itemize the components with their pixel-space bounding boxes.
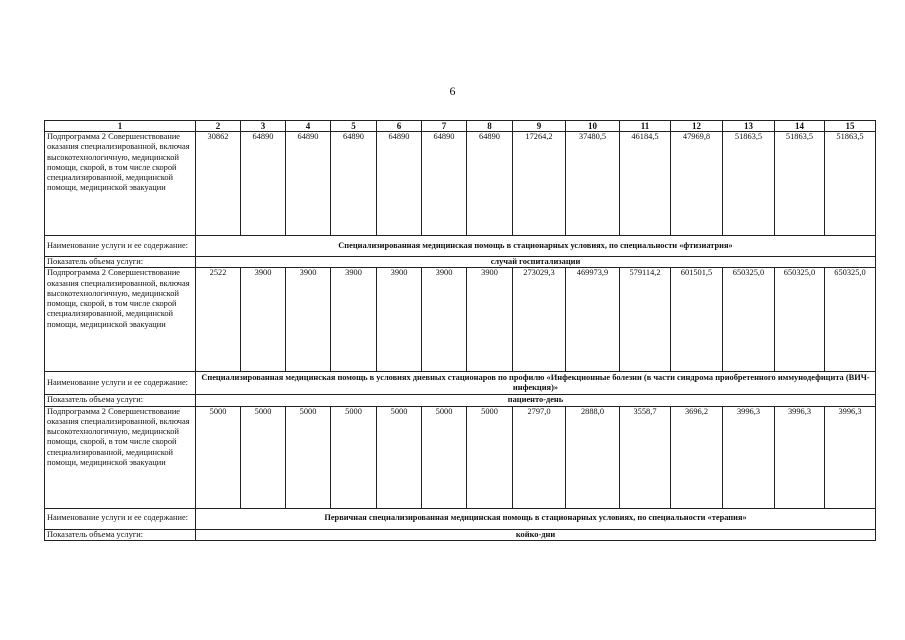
value-cell: 2522 — [196, 268, 241, 372]
value-cell: 469973,9 — [566, 268, 620, 372]
value-cell: 51863,5 — [723, 132, 775, 236]
header-cell: 6 — [377, 121, 422, 132]
header-cell: 11 — [620, 121, 671, 132]
program-row — [45, 132, 876, 236]
value-cell: 650325,0 — [775, 268, 825, 372]
service-label: Наименование услуги и ее содержание: — [45, 236, 196, 257]
page-number: 6 — [449, 84, 456, 98]
value-cell: 2888,0 — [566, 406, 620, 508]
value-cell: 51863,5 — [775, 132, 825, 236]
service-label: Наименование услуги и ее содержание: — [45, 372, 196, 395]
header-cell: 12 — [671, 121, 723, 132]
indicator-label: Показатель объема услуги: — [45, 529, 196, 540]
value-cell: 64890 — [241, 132, 286, 236]
value-cell: 46184,5 — [620, 132, 671, 236]
value-cell: 64890 — [331, 132, 377, 236]
value-cell: 64890 — [377, 132, 422, 236]
value-cell: 64890 — [467, 132, 513, 236]
header-row — [45, 121, 876, 132]
value-cell: 5000 — [422, 406, 467, 508]
indicator-label: Показатель объема услуги: — [45, 257, 196, 268]
program-label: Подпрограмма 2 Совершенствование оказания специализированной, включая высокотехнологичную, медицинской помощи, скорой, в том числе скорой специализированной, медицинской помощи, медицинской эвакуации — [45, 132, 196, 236]
service-name: Специализированная медицинская помощь в стационарных условиях, по специальности «фтизиатрия» — [196, 236, 876, 257]
header-cell: 13 — [723, 121, 775, 132]
service-row — [45, 372, 876, 395]
header-cell: 3 — [241, 121, 286, 132]
service-name: Первичная специализированная медицинская помощь в стационарных условиях, по специальности «терапия» — [196, 508, 876, 529]
value-cell: 3900 — [286, 268, 331, 372]
value-cell: 3558,7 — [620, 406, 671, 508]
value-cell: 3900 — [377, 268, 422, 372]
service-row — [45, 508, 876, 529]
header-cell: 1 — [45, 121, 196, 132]
value-cell: 17264,2 — [513, 132, 566, 236]
header-cell: 2 — [196, 121, 241, 132]
header-cell: 9 — [513, 121, 566, 132]
indicator-label: Показатель объема услуги: — [45, 395, 196, 406]
header-cell: 7 — [422, 121, 467, 132]
program-table — [44, 120, 876, 541]
indicator-row — [45, 257, 876, 268]
value-cell: 30862 — [196, 132, 241, 236]
value-cell: 3900 — [331, 268, 377, 372]
value-cell: 5000 — [467, 406, 513, 508]
header-cell: 8 — [467, 121, 513, 132]
indicator-row — [45, 395, 876, 406]
value-cell: 5000 — [196, 406, 241, 508]
indicator-value: пациенто-день — [196, 395, 876, 406]
value-cell: 3996,3 — [825, 406, 876, 508]
value-cell: 47969,8 — [671, 132, 723, 236]
value-cell: 5000 — [286, 406, 331, 508]
value-cell: 3696,2 — [671, 406, 723, 508]
header-cell: 15 — [825, 121, 876, 132]
program-label: Подпрограмма 2 Совершенствование оказания специализированной, включая высокотехнологичную, медицинской помощи, скорой, в том числе скорой специализированной, медицинской помощи, медицинской эвакуации — [45, 406, 196, 508]
value-cell: 579114,2 — [620, 268, 671, 372]
indicator-row — [45, 529, 876, 540]
value-cell: 5000 — [377, 406, 422, 508]
value-cell: 64890 — [422, 132, 467, 236]
indicator-value: случай госпитализации — [196, 257, 876, 268]
value-cell: 3900 — [241, 268, 286, 372]
header-cell: 5 — [331, 121, 377, 132]
value-cell: 5000 — [241, 406, 286, 508]
value-cell: 3900 — [422, 268, 467, 372]
value-cell: 601501,5 — [671, 268, 723, 372]
program-row — [45, 406, 876, 508]
program-label: Подпрограмма 2 Совершенствование оказания специализированной, включая высокотехнологичную, медицинской помощи, скорой, в том числе скорой специализированной, медицинской помощи, медицинской эвакуации — [45, 268, 196, 372]
header-cell: 14 — [775, 121, 825, 132]
value-cell: 3996,3 — [775, 406, 825, 508]
value-cell: 2797,0 — [513, 406, 566, 508]
value-cell: 650325,0 — [825, 268, 876, 372]
value-cell: 5000 — [331, 406, 377, 508]
header-cell: 10 — [566, 121, 620, 132]
service-row — [45, 236, 876, 257]
value-cell: 273029,3 — [513, 268, 566, 372]
service-label: Наименование услуги и ее содержание: — [45, 508, 196, 529]
service-name: Специализированная медицинская помощь в условиях дневных стационаров по профилю «Инфекционные болезни (в части синдрома приобретенного иммунодефицита (ВИЧ-инфекция)» — [196, 372, 876, 395]
value-cell: 3996,3 — [723, 406, 775, 508]
header-cell: 4 — [286, 121, 331, 132]
program-row — [45, 268, 876, 372]
value-cell: 3900 — [467, 268, 513, 372]
value-cell: 51863,5 — [825, 132, 876, 236]
indicator-value: койко-дни — [196, 529, 876, 540]
value-cell: 650325,0 — [723, 268, 775, 372]
value-cell: 64890 — [286, 132, 331, 236]
value-cell: 37480,5 — [566, 132, 620, 236]
